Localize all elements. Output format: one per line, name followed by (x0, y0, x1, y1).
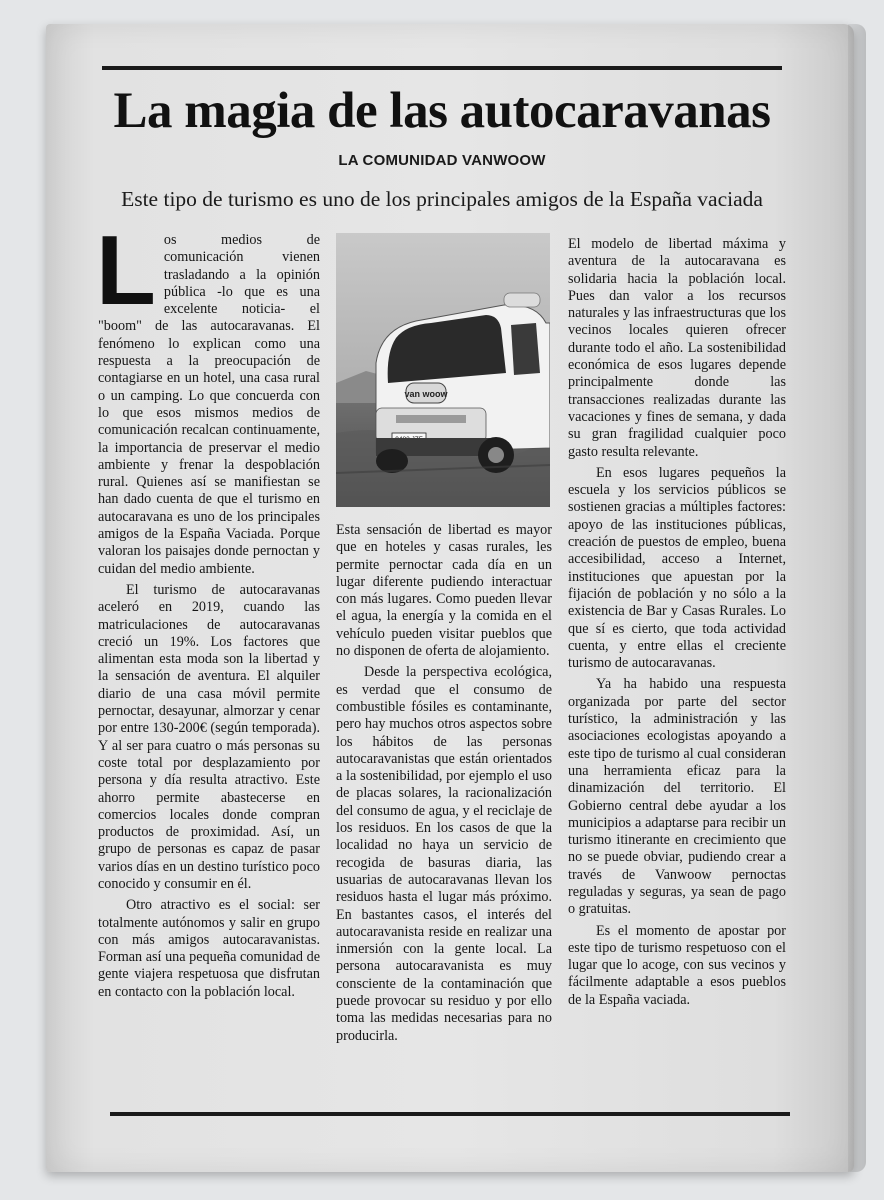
paragraph: El modelo de libertad máxima y aventura de la autocaravana es solidaria hacia la población local. Pues dan valor a los recursos naturales y las infraestructuras que los vecinos locales quieren ofrecer durante todo el año. La sostenibilidad económica de esos lugares depende principalmente donde las transacciones realizadas durante las vacaciones y fines de semana, y dada su gran fragilidad cualquier poco gasto resulta relevante. (568, 236, 786, 460)
camper-van-photo (336, 233, 550, 507)
article-column-2 (336, 522, 552, 1045)
page-fold-shadow (848, 24, 866, 1172)
article-column-1 (96, 215, 320, 1001)
headline: La magia de las autocaravanas (113, 83, 771, 139)
paragraph: os medios de comunicación vienen trasladando a la opinión pública -lo que es una excelente noticia- el "boom" de las autocaravanas. El fenómeno lo explican como una respuesta a la preocupación de contagiarse en un hotel, una casa rural o un camping. Lo que concuerda con lo que esos mismos medios de comunicación recalcan continuamente, la importancia de preservar el medio ambiente y frenar la despoblación rural. Quienes así se manifiestan se han dado cuenta de que el turismo en autocaravana es uno de los principales amigos de la España Vaciada. Porque valoran los paisajes donde pernoctan y cuidan del medio ambiente. (98, 232, 320, 577)
paragraph: Es el momento de apostar por este tipo de turismo respetuoso con el lugar que lo acoge, con sus vecinos y fácilmente adaptable a esos pueblos de la España vaciada. (568, 922, 786, 1008)
deck-subtitle: Este tipo de turismo es uno de los principales amigos de la España vaciada (121, 187, 763, 211)
paragraph: En esos lugares pequeños la escuela y los servicios públicos se sostienen gracias a múltiples factores: apoyo de las instituciones públicas, creación de puestos de empleo, buena accesibilidad, acceso a Internet, instituciones que apuestan por la fijación de población y no sólo a la existencia de Bar y Casas Rurales. Lo que sí es cierto, que toda actividad cuenta, y entre ellas el creciente turismo de autocaravanas. (568, 464, 786, 672)
paragraph: El turismo de autocaravanas aceleró en 2019, cuando las matriculaciones de autocaravanas creció un 19%. Los factores que alimentan esta moda son la libertad y la sensación de aventura. El alquiler diario de una casa móvil permite pernoctar, desayunar, almorzar y cenar por entre 130-200€ (según temporada). Y al ser para cuatro o más personas su coste total por desplazamiento por persona y día resulta atractivo. Este ahorro permite abastecerse en comercios locales donde compran productos de proximidad. Así, un grupo de personas es capaz de pasar varios días en un destino turístico poco conocido y consumir en él. (98, 581, 320, 892)
byline: LA COMUNIDAD VANWOOW (338, 152, 546, 169)
svg-text:van woow: van woow (404, 389, 448, 399)
paragraph: Ya ha habido una respuesta organizada por parte del sector turístico, la administración y las asociaciones ecologistas apoyando a este tipo de turismo al cual consideran una herramienta eficaz para la dinamización del territorio. El Gobierno central debe ayudar a los municipios a adaptarse para recibir un turismo itinerante en crecimiento que no se puede obviar, pudiendo crear a través de Vanwoow pernoctas reguladas y seguras, ya sean de pago o gratuitas. (568, 676, 786, 918)
article-column-3 (568, 236, 786, 1009)
paragraph: Esta sensación de libertad es mayor que en hoteles y casas rurales, les permite pernoctar cada día en un lugar diferente pudiendo interactuar con más lugares. Como pueden llevar el agua, la energía y la comida en el vehículo pueden visitar pueblos que no disponen de oferta de alojamiento. (336, 522, 552, 660)
drop-cap: L (96, 215, 156, 325)
paragraph: Otro atractivo es el social: ser totalmente autónomos y salir en grupo con más amigos autocaravanistas. Forman así una pequeña comunidad de gente viajera respetuosa que disfrutan en contacto con la población local. (98, 897, 320, 1000)
camper-van-icon (336, 233, 550, 507)
bottom-rule (110, 1112, 790, 1116)
paragraph: Desde la perspectiva ecológica, es verdad que el consumo de combustible fósiles es contaminante, pero hay muchos otros aspectos sobre los hábitos de las personas autocaravanistas que están orientados a la sostenibilidad, por ejemplo el uso de placas solares, la racionalización del consumo de agua, y el reciclaje de los residuos. En los casos de que la localidad no haya un servicio de recogida de basuras diaria, las usuarias de autocaravanas llevan los residuos hasta el lugar más próximo. En bastantes casos, el interés del autocaravanista reside en realizar una inmersión con la gente local. La persona autocaravanista es muy consciente de la contaminación que puede provocar su residuo y por ello toma las medidas necesarias para no producirla. (336, 664, 552, 1044)
top-rule (102, 66, 782, 70)
